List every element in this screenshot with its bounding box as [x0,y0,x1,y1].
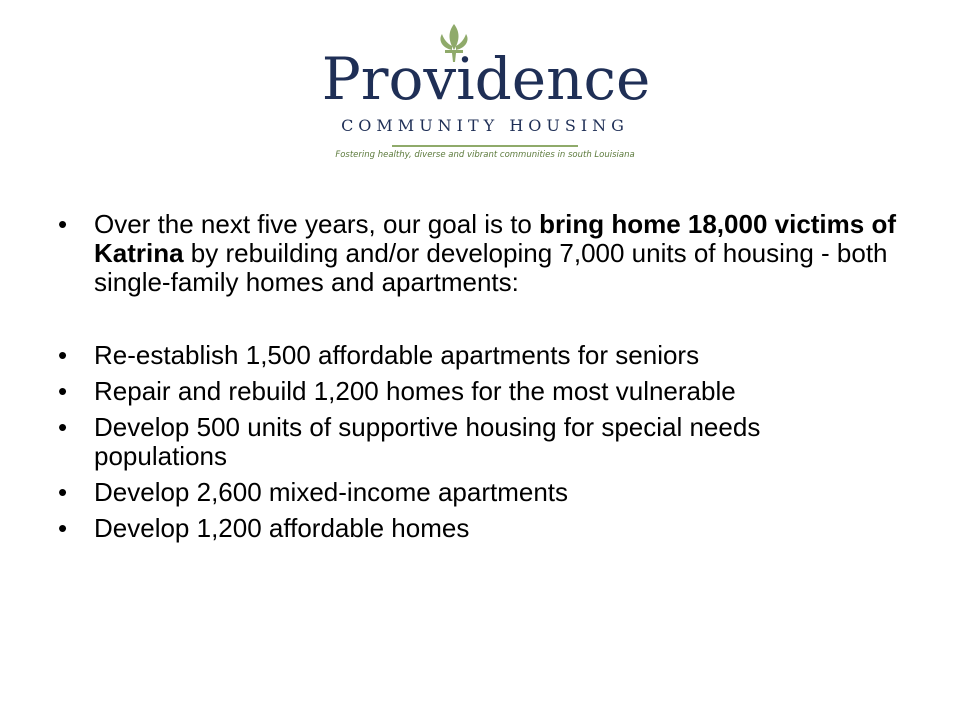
logo-subtitle: COMMUNITY HOUSING [341,116,629,135]
bullet-list [58,210,898,550]
bullet-item: • Develop 2,600 mixed-income apartments [58,478,898,507]
intro-text-bold: bring home 18,000 victims of Katrina [94,209,896,268]
bullet-item: • Develop 500 units of supportive housing for special needs populations [58,413,898,471]
providence-logo [300,18,670,158]
bullet-item: • Repair and rebuild 1,200 homes for the most vulnerable [58,377,898,406]
bullet-item: • Re-establish 1,500 affordable apartments for seniors [58,341,898,370]
logo-tagline: Fostering healthy, diverse and vibrant communities in south Louisiana [335,150,635,160]
logo-name: Providence [321,45,651,113]
bullet-item: • Develop 1,200 affordable homes [58,514,898,543]
bullet-intro [58,210,898,297]
intro-text-start: Over the next five years, our goal is to [94,209,540,239]
intro-text-end: by rebuilding and/or developing 7,000 units of housing - both single-family homes and apartments: [94,238,888,297]
logo-divider [392,145,578,147]
